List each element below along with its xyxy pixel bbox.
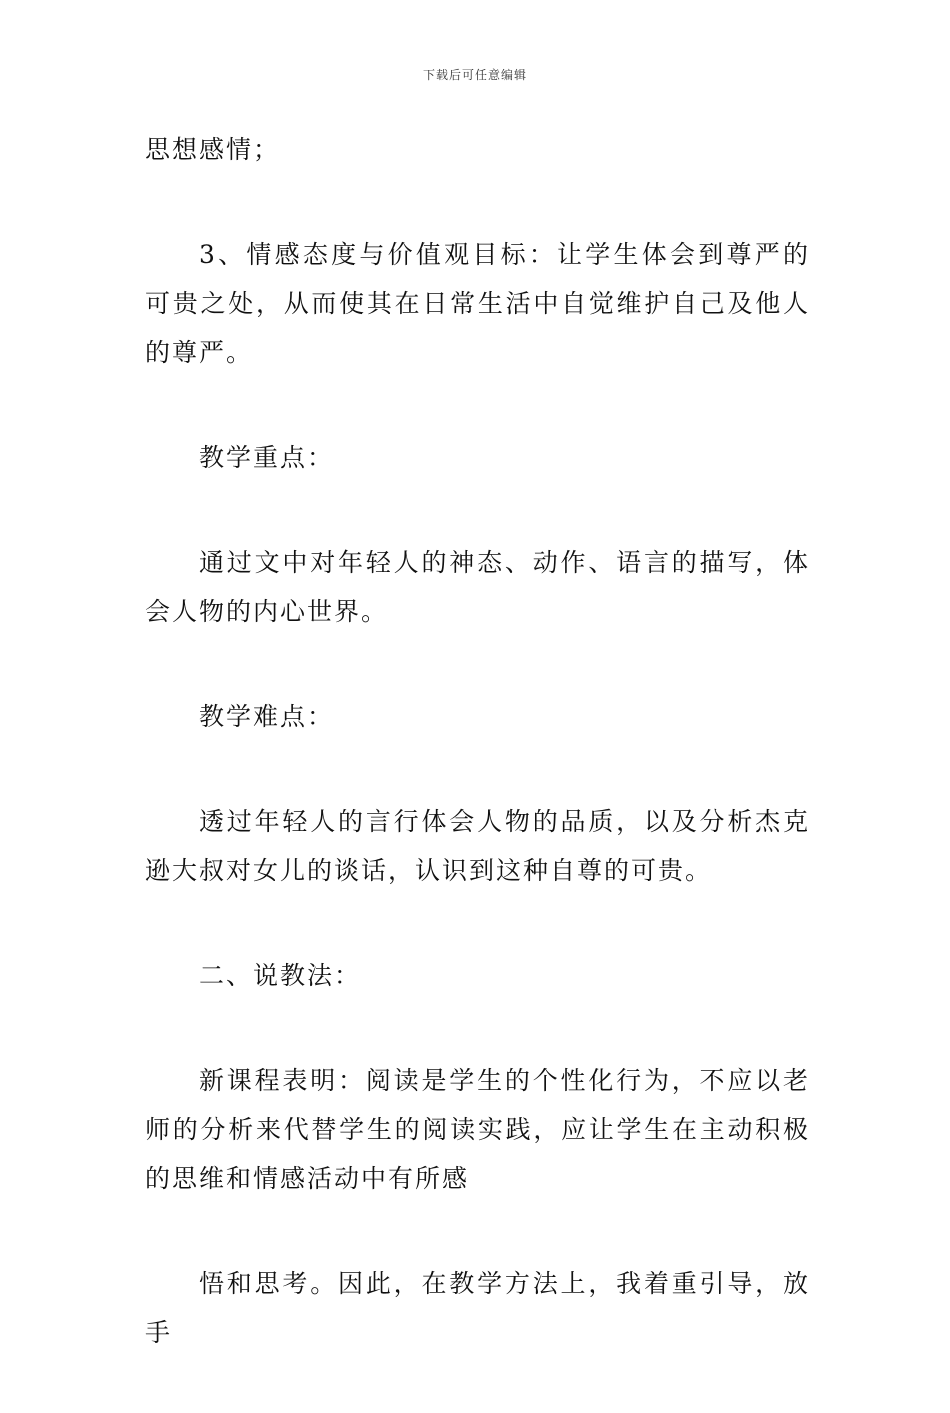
header-note: 下载后可任意编辑: [422, 68, 527, 82]
paragraph-teaching-difficulty: 透过年轻人的言行体会人物的品质，以及分析杰克逊大叔对女儿的谈话，认识到这种自尊的可贵。: [145, 807, 810, 885]
heading-teaching-difficulty: 教学难点：: [199, 702, 335, 731]
heading-teaching-focus: 教学重点：: [199, 443, 335, 472]
heading-teaching-method: 二、说教法：: [199, 961, 362, 990]
paragraph-continuation: 思想感情；: [145, 135, 281, 164]
document-body: [145, 125, 810, 1413]
paragraph-teaching-approach: 悟和思考。因此，在教学方法上，我着重引导，放手: [145, 1269, 810, 1347]
paragraph-emotion-goal: 3、情感态度与价值观目标：让学生体会到尊严的可贵之处，从而使其在日常生活中自觉维护自己及他人的尊严。: [145, 240, 810, 367]
paragraph-teaching-focus: 通过文中对年轻人的神态、动作、语言的描写，体会人物的内心世界。: [145, 548, 810, 626]
paragraph-new-curriculum: 新课程表明：阅读是学生的个性化行为，不应以老师的分析来代替学生的阅读实践，应让学生在主动积极的思维和情感活动中有所感: [145, 1066, 810, 1193]
